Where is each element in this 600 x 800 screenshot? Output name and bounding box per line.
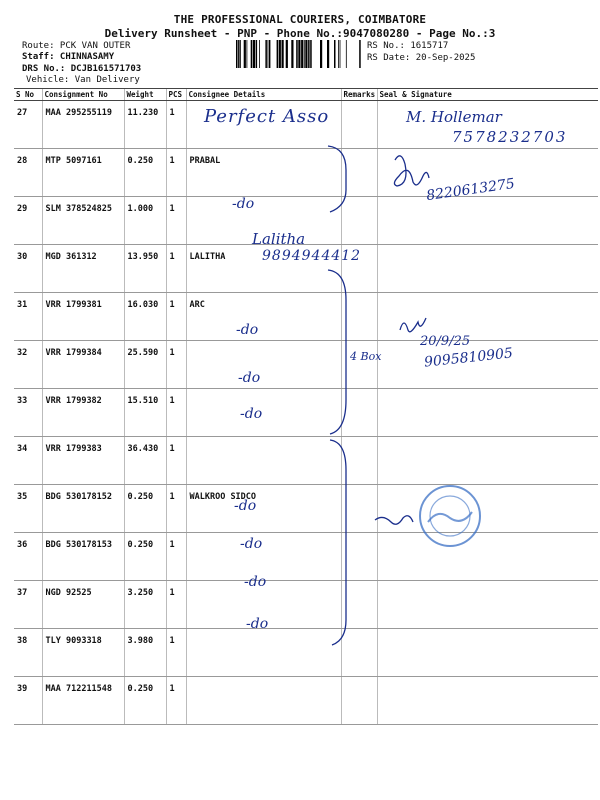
- barcode-bar: [238, 40, 240, 68]
- barcode-bar: [304, 40, 305, 68]
- barcode-bar: [277, 40, 279, 68]
- cell-pcs: 1: [166, 677, 186, 725]
- col-header-weight: Weight: [124, 89, 166, 101]
- cell-sno: 27: [14, 101, 42, 149]
- handwritten-phone-4: 9095810905: [423, 345, 514, 371]
- cell-signature: [377, 437, 598, 485]
- handwritten-ditto-a: -do: [232, 196, 255, 212]
- cell-sno: 38: [14, 629, 42, 677]
- handwritten-phone-3: 9894944412: [262, 248, 362, 264]
- cell-sno: 32: [14, 341, 42, 389]
- drs-number: DRS No.: DCJB161571703: [22, 64, 142, 74]
- cell-weight: 0.250: [124, 533, 166, 581]
- barcode-bar: [298, 40, 300, 68]
- cell-remarks: [341, 293, 377, 341]
- cell-sno: 36: [14, 533, 42, 581]
- col-header-consignment: Consignment No: [42, 89, 124, 101]
- cell-consignee: LALITHA: [186, 245, 341, 293]
- table-row: [14, 629, 598, 677]
- barcode-image: [236, 40, 362, 68]
- col-header-remarks: Remarks: [341, 89, 377, 101]
- cell-signature: [377, 629, 598, 677]
- cell-sno: 37: [14, 581, 42, 629]
- table-row: [14, 437, 598, 485]
- barcode-bar: [269, 40, 271, 68]
- cell-weight: 25.590: [124, 341, 166, 389]
- table-row: [14, 293, 598, 341]
- cell-remarks: [341, 101, 377, 149]
- cell-weight: 3.250: [124, 581, 166, 629]
- cell-signature: [377, 389, 598, 437]
- cell-consignment: VRR 1799384: [42, 341, 124, 389]
- table-row: [14, 677, 598, 725]
- handwritten-ditto-b: -do: [236, 322, 259, 338]
- cell-weight: 36.430: [124, 437, 166, 485]
- cell-weight: 15.510: [124, 389, 166, 437]
- barcode-bar: [301, 40, 303, 68]
- cell-signature: [377, 677, 598, 725]
- table-row: [14, 581, 598, 629]
- cell-pcs: 1: [166, 197, 186, 245]
- barcode-bar: [259, 40, 260, 68]
- cell-consignment: VRR 1799381: [42, 293, 124, 341]
- cell-pcs: 1: [166, 389, 186, 437]
- cell-sno: 35: [14, 485, 42, 533]
- cell-weight: 11.230: [124, 101, 166, 149]
- cell-weight: 1.000: [124, 197, 166, 245]
- cell-consignee: [186, 629, 341, 677]
- handwritten-ditto-g: -do: [244, 574, 267, 590]
- runsheet-subtitle: Delivery Runsheet - PNP - Phone No.:9047080280 - Page No.:3: [104, 27, 496, 40]
- table-header-row: [14, 89, 598, 101]
- barcode-bar: [346, 40, 347, 68]
- cell-remarks: [341, 581, 377, 629]
- handwritten-lalitha: Lalitha: [252, 230, 306, 248]
- rs-date: RS Date: 20-Sep-2025: [367, 53, 476, 63]
- barcode-bar: [244, 40, 246, 68]
- rs-number: RS No.: 1615717: [367, 41, 449, 51]
- handwritten-ditto-d: -do: [240, 406, 263, 422]
- barcode-bar: [256, 40, 258, 68]
- col-header-consignee: Consignee Details: [186, 89, 341, 101]
- handwritten-date: 20/9/25: [420, 334, 471, 349]
- cell-pcs: 1: [166, 581, 186, 629]
- cell-weight: 0.250: [124, 677, 166, 725]
- cell-remarks: [341, 197, 377, 245]
- vehicle-label: Vehicle: Van Delivery: [26, 75, 140, 85]
- cell-pcs: 1: [166, 485, 186, 533]
- cell-sno: 39: [14, 677, 42, 725]
- col-header-pcs: PCS: [166, 89, 186, 101]
- handwritten-ditto-f: -do: [240, 536, 263, 552]
- cell-pcs: 1: [166, 341, 186, 389]
- cell-consignment: MAA 712211548: [42, 677, 124, 725]
- barcode-bar: [327, 40, 329, 68]
- barcode-bar: [338, 40, 339, 68]
- table-row: [14, 197, 598, 245]
- cell-weight: 0.250: [124, 149, 166, 197]
- col-header-signature: Seal & Signature: [377, 89, 598, 101]
- barcode-bar: [305, 40, 307, 68]
- company-title: THE PROFESSIONAL COURIERS, COIMBATORE: [173, 13, 427, 26]
- cell-consignment: MTP 5097161: [42, 149, 124, 197]
- barcode-bar: [240, 40, 241, 68]
- barcode-bar: [296, 40, 298, 68]
- cell-sno: 30: [14, 245, 42, 293]
- cell-consignment: VRR 1799383: [42, 437, 124, 485]
- cell-consignee: [186, 437, 341, 485]
- table-row: [14, 389, 598, 437]
- cell-sno: 34: [14, 437, 42, 485]
- cell-weight: 0.250: [124, 485, 166, 533]
- cell-pcs: 1: [166, 245, 186, 293]
- table-row: [14, 533, 598, 581]
- barcode-bar: [268, 40, 269, 68]
- cell-consignment: BDG 530178152: [42, 485, 124, 533]
- cell-consignee: [186, 389, 341, 437]
- cell-remarks: [341, 677, 377, 725]
- company-stamp: [410, 482, 490, 552]
- barcode-bar: [247, 40, 248, 68]
- cell-signature: [377, 581, 598, 629]
- handwritten-box-count: 4 Box: [350, 350, 382, 363]
- cell-remarks: [341, 341, 377, 389]
- staff-label: Staff: CHINNASAMY: [22, 52, 115, 62]
- cell-pcs: 1: [166, 293, 186, 341]
- cell-consignment: VRR 1799382: [42, 389, 124, 437]
- cell-remarks: [341, 149, 377, 197]
- cell-weight: 3.980: [124, 629, 166, 677]
- barcode-bar: [308, 40, 310, 68]
- cell-consignee: PRABAL: [186, 149, 341, 197]
- cell-consignment: MGD 361312: [42, 245, 124, 293]
- table-row: [14, 485, 598, 533]
- handwritten-ditto-h: -do: [246, 616, 269, 632]
- cell-consignee: [186, 677, 341, 725]
- cell-signature: [377, 293, 598, 341]
- cell-sno: 28: [14, 149, 42, 197]
- barcode-bar: [265, 40, 267, 68]
- cell-consignment: TLY 9093318: [42, 629, 124, 677]
- barcode-bar: [236, 40, 238, 68]
- barcode-bar: [359, 40, 361, 68]
- barcode-bar: [279, 40, 281, 68]
- cell-pcs: 1: [166, 629, 186, 677]
- cell-remarks: [341, 485, 377, 533]
- cell-consignee: WALKROO SIDCO: [186, 485, 341, 533]
- cell-remarks: [341, 389, 377, 437]
- cell-remarks: [341, 629, 377, 677]
- barcode-bar: [286, 40, 288, 68]
- cell-signature: [377, 245, 598, 293]
- barcode-bar: [291, 40, 293, 68]
- barcode-bar: [282, 40, 284, 68]
- cell-consignment: SLM 378524825: [42, 197, 124, 245]
- handwritten-phone-2: 8220613275: [425, 175, 516, 205]
- cell-signature: [377, 197, 598, 245]
- cell-pcs: 1: [166, 101, 186, 149]
- handwritten-ditto-e: -do: [234, 498, 257, 514]
- barcode-bar: [310, 40, 312, 68]
- cell-consignment: BDG 530178153: [42, 533, 124, 581]
- runsheet-header: [0, 0, 600, 90]
- barcode-bar: [340, 40, 341, 68]
- handwritten-name: M. Hollemar: [406, 108, 502, 126]
- cell-weight: 16.030: [124, 293, 166, 341]
- cell-pcs: 1: [166, 149, 186, 197]
- barcode-bar: [320, 40, 322, 68]
- cell-remarks: [341, 437, 377, 485]
- handwritten-perfect: Perfect Asso: [204, 106, 330, 127]
- cell-consignment: MAA 295255119: [42, 101, 124, 149]
- cell-consignment: NGD 92525: [42, 581, 124, 629]
- cell-remarks: [341, 533, 377, 581]
- cell-pcs: 1: [166, 533, 186, 581]
- col-header-sno: S No: [14, 89, 42, 101]
- handwritten-phone-1: 7578232703: [452, 128, 568, 146]
- handwritten-ditto-c: -do: [238, 370, 261, 386]
- barcode-bar: [334, 40, 336, 68]
- cell-weight: 13.950: [124, 245, 166, 293]
- cell-consignee: ARC: [186, 293, 341, 341]
- cell-sno: 33: [14, 389, 42, 437]
- cell-pcs: 1: [166, 437, 186, 485]
- barcode-bar: [251, 40, 253, 68]
- barcode-bar: [253, 40, 255, 68]
- cell-consignee: [186, 341, 341, 389]
- route-label: Route: PCK VAN OUTER: [22, 41, 131, 51]
- cell-sno: 31: [14, 293, 42, 341]
- cell-sno: 29: [14, 197, 42, 245]
